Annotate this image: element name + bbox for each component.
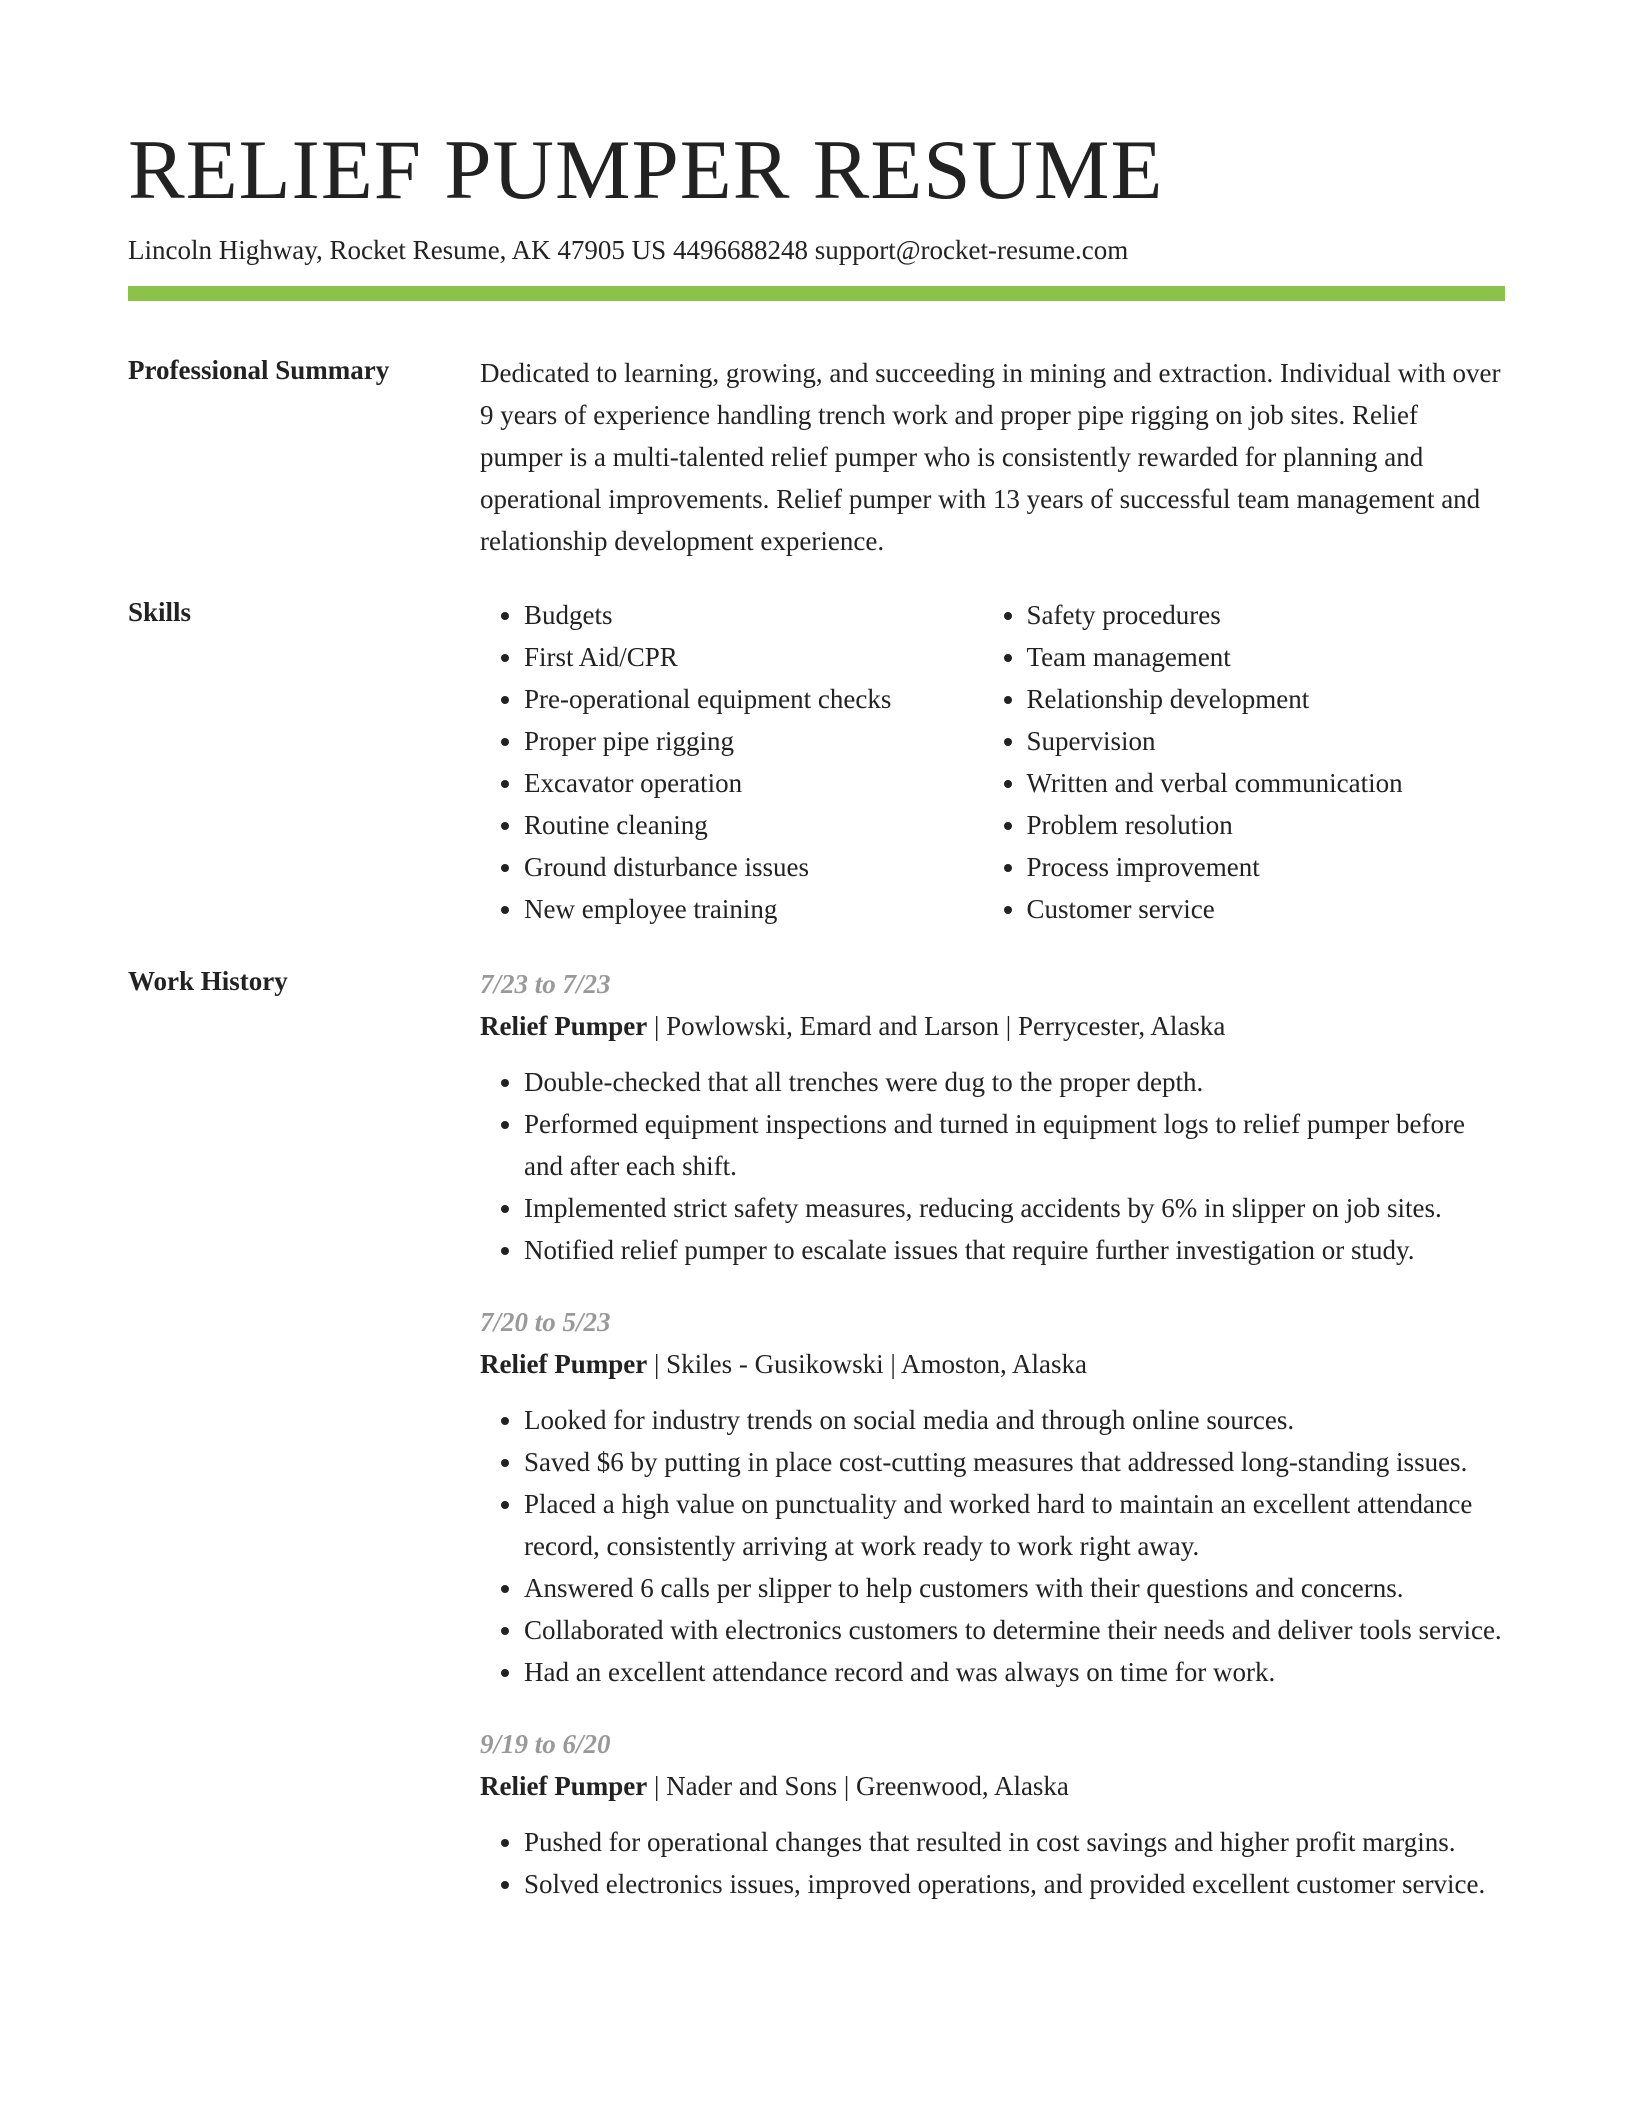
skill-item: • Relationship development bbox=[1027, 678, 1505, 720]
job-bullet: • Solved electronics issues, improved operations, and provided excellent customer service. bbox=[524, 1863, 1505, 1905]
job-bullet: • Had an excellent attendance record and was always on time for work. bbox=[524, 1651, 1505, 1693]
skills-list-right bbox=[983, 594, 1505, 930]
skill-item: • New employee training bbox=[524, 888, 983, 930]
job-dates: 7/20 to 5/23 bbox=[480, 1307, 611, 1337]
skill-item: • Pre-operational equipment checks bbox=[524, 678, 983, 720]
skill-item: • Ground disturbance issues bbox=[524, 846, 983, 888]
work-history-section bbox=[480, 963, 1505, 1935]
skill-item: • Written and verbal communication bbox=[1027, 762, 1505, 804]
job-entry bbox=[480, 1301, 1505, 1693]
job-role: Relief Pumper bbox=[480, 1349, 648, 1379]
job-bullet: • Placed a high value on punctuality and worked hard to maintain an excellent attendance record, consistently arriving at work ready to work right away. bbox=[524, 1483, 1505, 1567]
job-entry bbox=[480, 1723, 1505, 1905]
job-role: Relief Pumper bbox=[480, 1771, 648, 1801]
job-role: Relief Pumper bbox=[480, 1011, 648, 1041]
job-bullet: • Notified relief pumper to escalate issues that require further investigation or study. bbox=[524, 1229, 1505, 1271]
resume-title: RELIEF PUMPER RESUME bbox=[128, 123, 1164, 217]
skill-item: • First Aid/CPR bbox=[524, 636, 983, 678]
job-details: | Powlowski, Emard and Larson | Perrycester, Alaska bbox=[647, 1011, 1226, 1041]
job-details: | Skiles - Gusikowski | Amoston, Alaska bbox=[647, 1349, 1088, 1379]
job-bullet: • Performed equipment inspections and turned in equipment logs to relief pumper before and after each shift. bbox=[524, 1103, 1505, 1187]
summary-text: Dedicated to learning, growing, and succeeding in mining and extraction. Individual with over 9 years of experience handling trench work and proper pipe rigging on job sites. Relief pumper is a multi-talented relief pumper who is consistently rewarded for planning and operational improvements. Relief pumper with 13 years of successful team management and relationship development experience. bbox=[480, 358, 1501, 556]
skill-item: • Excavator operation bbox=[524, 762, 983, 804]
job-bullets bbox=[480, 1061, 1505, 1271]
job-bullet: • Pushed for operational changes that resulted in cost savings and higher profit margins. bbox=[524, 1821, 1505, 1863]
skill-item: • Customer service bbox=[1027, 888, 1505, 930]
job-bullet: • Answered 6 calls per slipper to help customers with their questions and concerns. bbox=[524, 1567, 1505, 1609]
skill-item: • Routine cleaning bbox=[524, 804, 983, 846]
job-bullet: • Looked for industry trends on social media and through online sources. bbox=[524, 1399, 1505, 1441]
contact-line: Lincoln Highway, Rocket Resume, AK 47905 US 4496688248 support@rocket-resume.com bbox=[128, 235, 1129, 265]
skill-item: • Proper pipe rigging bbox=[524, 720, 983, 762]
job-bullet: • Collaborated with electronics customers to determine their needs and deliver tools service. bbox=[524, 1609, 1505, 1651]
skills-list-left bbox=[480, 594, 983, 930]
job-dates: 7/23 to 7/23 bbox=[480, 969, 611, 999]
job-bullets bbox=[480, 1399, 1505, 1693]
skill-item: • Team management bbox=[1027, 636, 1505, 678]
job-entry bbox=[480, 963, 1505, 1271]
skill-item: • Safety procedures bbox=[1027, 594, 1505, 636]
skill-item: • Budgets bbox=[524, 594, 983, 636]
job-dates: 9/19 to 6/20 bbox=[480, 1729, 611, 1759]
skill-item: • Problem resolution bbox=[1027, 804, 1505, 846]
summary-heading: Professional Summary bbox=[128, 355, 390, 385]
job-header bbox=[480, 1343, 1505, 1385]
skill-item: • Process improvement bbox=[1027, 846, 1505, 888]
skill-item: • Supervision bbox=[1027, 720, 1505, 762]
summary-section bbox=[480, 352, 1505, 562]
skills-heading: Skills bbox=[128, 597, 192, 627]
job-header bbox=[480, 1765, 1505, 1807]
job-bullet: • Saved $6 by putting in place cost-cutting measures that addressed long-standing issues. bbox=[524, 1441, 1505, 1483]
job-bullet: • Double-checked that all trenches were dug to the proper depth. bbox=[524, 1061, 1505, 1103]
job-header bbox=[480, 1005, 1505, 1047]
job-bullet: • Implemented strict safety measures, reducing accidents by 6% in slipper on job sites. bbox=[524, 1187, 1505, 1229]
work-history-heading: Work History bbox=[128, 966, 288, 996]
job-bullets bbox=[480, 1821, 1505, 1905]
header-divider bbox=[128, 286, 1505, 301]
job-details: | Nader and Sons | Greenwood, Alaska bbox=[647, 1771, 1069, 1801]
skills-section bbox=[480, 594, 1505, 930]
